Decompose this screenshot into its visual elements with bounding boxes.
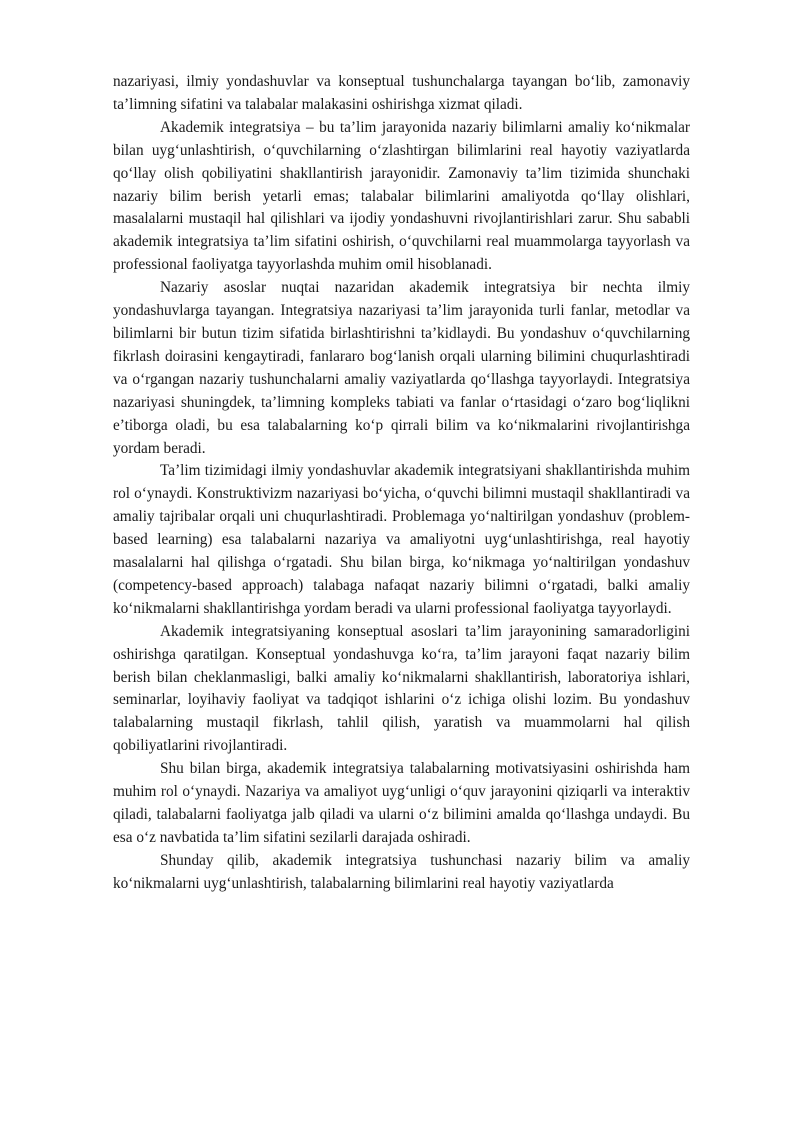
paragraph-scientific-approaches: Ta’lim tizimidagi ilmiy yondashuvlar akademik integratsiyani shakllantirishda muhim rol o‘ynaydi. Konstruktivizm nazariyasi bo‘yicha, o‘quvchi bilimni mustaqil shakllantiradi va amaliy tajribalar orqali uni chuqurlashtiradi. Problemaga yo‘naltirilgan yondashuv (problem-based learning) esa talabalarni nazariya va amaliyotni uyg‘unlashtirishga, real hayotiy masalalarni hal qilishga o‘rgatadi. Shu bilan birga, ko‘nikmaga yo‘naltirilgan yondashuv (competency-based approach) talabaga nafaqat nazariy bilimni o‘rgatadi, balki amaliy ko‘nikmalarni shakllantirishga yordam beradi va ularni professional faoliyatga tayyorlaydi. [113, 462, 690, 617]
paragraph-motivation: Shu bilan birga, akademik integratsiya talabalarning motivatsiyasini oshirishda ham muhim rol o‘ynaydi. Nazariya va amaliyot uyg‘unligi o‘quv jarayonini qiziqarli va interaktiv qiladi, talabalarni faoliyatga jalb qiladi va ularni o‘z bilimini amalda qo‘llashga undaydi. Bu esa o‘z navbatida ta’lim sifatini sezilarli darajada oshiradi. [113, 760, 690, 846]
body-text [113, 71, 690, 896]
paragraph-conceptual-foundations: Akademik integratsiyaning konseptual asoslari ta’lim jarayonining samaradorligini oshirishga qaratilgan. Konseptual yondashuvga ko‘ra, ta’lim jarayoni faqat nazariy bilim berish bilan cheklanmasligi, balki amaliy ko‘nikmalarni shakllantirish, laboratoriya ishlari, seminarlar, loyihaviy faoliyat va tadqiqot ishlarini o‘z ichiga olishi lozim. Bu yondashuv talabalarning mustaqil fikrlash, tahlil qilish, yaratish va muammolarni hal qilish qobiliyatlarini rivojlantiradi. [113, 622, 690, 755]
paragraph-conclusion: Shunday qilib, akademik integratsiya tushunchasi nazariy bilim va amaliy ko‘nikmalarni uyg‘unlashtirish, talabalarning bilimlarini real hayotiy vaziyatlarda [113, 851, 690, 892]
paragraph-academic-integration-definition: Akademik integratsiya – bu ta’lim jarayonida nazariy bilimlarni amaliy ko‘nikmalar bilan uyg‘unlashtirish, o‘quvchilarning o‘zlashtirgan bilimlarini real hayotiy vaziyatlarda qo‘llay olish qobiliyatini shakllantirish jarayonidir. Zamonaviy ta’lim tizimida shunchaki nazariy bilim berish yetarli emas; talabalar bilimlarini amaliyotda qo‘llay olishlari, masalalarni mustaqil hal qilishlari va ijodiy yondashuvni rivojlantirishlari zarur. Shu sababli akademik integratsiya ta’lim sifatini oshirish, o‘quvchilarni real muammolarga tayyorlash va professional faoliyatga tayyorlashda muhim omil hisoblanadi. [113, 118, 690, 274]
paragraph-continuation: nazariyasi, ilmiy yondashuvlar va konseptual tushunchalarga tayangan bo‘lib, zamonaviy ta’limning sifatini va talabalar malakasini oshirishga xizmat qiladi. [113, 73, 690, 113]
paragraph-theoretical-foundations: Nazariy asoslar nuqtai nazaridan akademik integratsiya bir nechta ilmiy yondashuvlarga tayangan. Integratsiya nazariyasi ta’lim jarayonida turli fanlar, metodlar va bilimlarni bir butun tizim sifatida birlashtirishni ta’kidlaydi. Bu yondashuv o‘quvchilarning fikrlash doirasini kengaytiradi, fanlararo bog‘lanish orqali ularning bilimini chuqurlashtiradi va o‘rgangan nazariy tushunchalarni amaliy vaziyatlarda qo‘llashga tayyorlaydi. Integratsiya nazariyasi shuningdek, ta’limning kompleks tabiati va fanlar o‘rtasidagi o‘zaro bog‘liqlikni e’tiborga oladi, bu esa talabalarning ko‘p qirrali bilim va ko‘nikmalarini rivojlantirishga yordam beradi. [113, 279, 690, 457]
